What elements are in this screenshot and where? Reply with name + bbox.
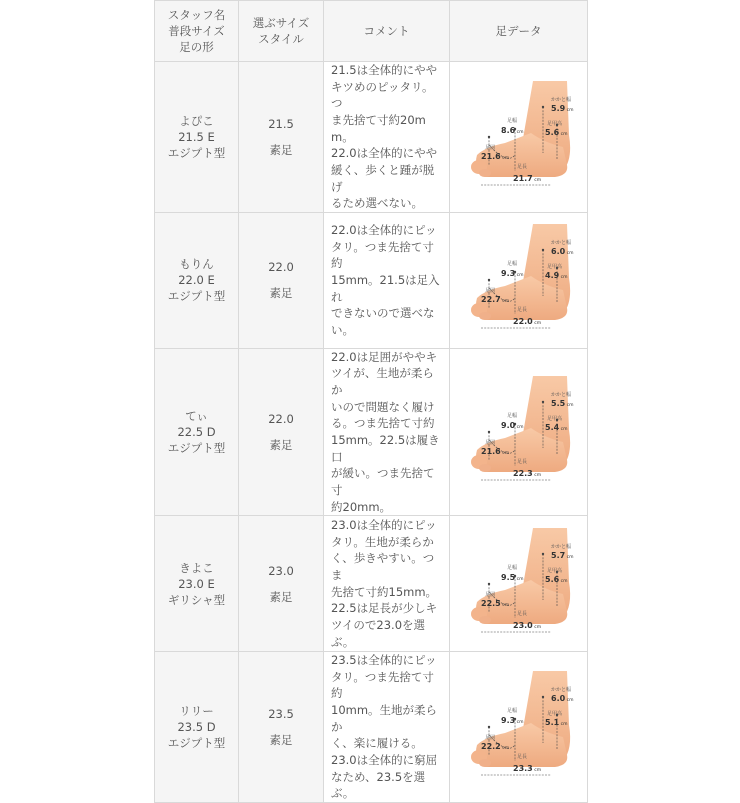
comment-line: ツイので23.0を選 [331, 618, 426, 632]
heel-value: 6.0 cm [550, 247, 574, 257]
girth-value: 21.6 cm [480, 447, 509, 456]
comment-line: 15mm。22.5は履き口 [331, 433, 440, 464]
usual-size: 23.0 E [178, 576, 215, 591]
comment-line: なため、23.5を選 [331, 769, 426, 784]
chosen-size: 21.5 [268, 116, 294, 131]
comment-cell [324, 516, 450, 652]
unit-label: cm [560, 132, 568, 138]
header-staff: スタッフ名 普段サイズ 足の形 [155, 1, 239, 62]
table-row-3 [155, 348, 588, 516]
foot-data-cell [450, 348, 588, 516]
comment-cell [324, 62, 450, 213]
unit-label: cm [516, 130, 524, 136]
instep-value: 5.6 cm [544, 574, 568, 584]
length-label: 足長 [516, 610, 527, 617]
size-comparison-table [154, 0, 588, 803]
comment-text [324, 222, 449, 339]
comment-line: できないので選べな [331, 306, 435, 321]
chosen-size: 22.0 [268, 260, 294, 275]
comment-line: 22.0は足囲がややキ [331, 349, 438, 364]
unit-label: cm [566, 403, 574, 408]
heel-label: かかと幅 [550, 686, 571, 693]
header-row [155, 1, 588, 62]
heel-label: かかと幅 [550, 240, 571, 247]
heel-value: 5.9 cm [550, 104, 574, 114]
girth-label: 足囲 [484, 440, 495, 446]
comment-line: 約20mm。 [331, 499, 392, 514]
staff-cell [155, 213, 239, 349]
comment-line: ツイが、生地が柔らか [331, 366, 434, 397]
foot-shape: ギリシャ型 [167, 592, 226, 607]
foot-data-cell [450, 62, 588, 213]
width-value: 8.6 cm [500, 126, 524, 136]
length-label: 足長 [516, 753, 527, 760]
comment-text [324, 349, 449, 516]
chosen-size: 23.5 [268, 706, 294, 721]
staff-name: リリー [179, 703, 214, 718]
comment-text [324, 62, 449, 212]
foot-shape: エジプト型 [167, 441, 226, 456]
comment-line: が緩い。つま先捨て寸 [331, 466, 435, 498]
unit-label: cm [516, 273, 524, 279]
unit-label: cm [533, 473, 541, 478]
heel-label: かかと幅 [550, 97, 571, 104]
table-row-1 [155, 62, 588, 213]
comment-line: タリ。つま先捨て寸約 [331, 669, 434, 701]
girth-label: 足囲 [484, 591, 495, 598]
length-value: 23.0 cm [512, 620, 541, 630]
comment-line: る。つま先捨て寸約 [331, 416, 435, 431]
unit-label: cm [501, 299, 509, 305]
width-label: 足幅 [506, 564, 517, 571]
foot-diagram [455, 663, 583, 791]
staff-cell [155, 516, 239, 652]
unit-label: cm [560, 275, 568, 281]
unit-label: cm [560, 578, 568, 584]
girth-value: 21.6 cm [480, 152, 509, 162]
length-value: 21.7 cm [512, 174, 541, 184]
heel-label: かかと幅 [550, 392, 571, 398]
size-cell [239, 348, 324, 516]
length-label: 足長 [516, 307, 527, 314]
comment-cell [324, 651, 450, 802]
girth-label: 足囲 [484, 734, 495, 741]
unit-label: cm [501, 602, 509, 608]
foot-shape: エジプト型 [167, 289, 226, 304]
foot-data-cell [450, 516, 588, 652]
heel-label: かかと幅 [550, 543, 571, 550]
instep-value: 5.1 cm [544, 717, 568, 727]
unit-label: cm [566, 554, 574, 560]
table-row-4 [155, 516, 588, 652]
comment-line: く、歩きやすい。つま [331, 551, 435, 582]
length-label: 足長 [516, 164, 527, 171]
unit-label: cm [501, 451, 509, 456]
width-label: 足幅 [506, 261, 517, 268]
width-value: 9.0 cm [500, 421, 524, 430]
chosen-size: 23.0 [268, 563, 294, 578]
comment-line: く、楽に履ける。 [331, 736, 423, 751]
header-comment: コメント [324, 1, 450, 62]
unit-label: cm [533, 178, 541, 184]
length-label: 足長 [516, 459, 527, 465]
unit-label: cm [566, 251, 574, 257]
foot-data-cell [450, 651, 588, 802]
staff-cell [155, 348, 239, 516]
unit-label: cm [501, 745, 509, 751]
comment-line: い。 [331, 323, 354, 338]
staff-name: よぴこ [179, 113, 214, 128]
instep-value: 5.6 cm [544, 128, 568, 138]
width-label: 足幅 [506, 413, 517, 419]
chosen-size: 22.0 [268, 411, 294, 426]
size-cell [239, 651, 324, 802]
comment-text [324, 517, 449, 650]
usual-size: 22.5 D [177, 424, 216, 439]
length-value: 22.0 cm [512, 317, 541, 327]
heel-value: 6.0 cm [550, 693, 574, 703]
foot-shape: エジプト型 [167, 736, 226, 751]
usual-size: 23.5 D [177, 719, 216, 734]
unit-label: cm [516, 576, 524, 582]
comment-line: 15mm。21.5は足入れ [331, 273, 440, 304]
heel-value: 5.5 cm [550, 399, 574, 408]
style: 素足 [269, 732, 293, 747]
unit-label: cm [516, 425, 524, 430]
style: 素足 [269, 589, 293, 604]
foot-diagram [455, 520, 583, 648]
unit-label: cm [501, 156, 509, 162]
staff-name: てぃ [185, 408, 208, 423]
length-value: 22.3 cm [512, 469, 541, 478]
comment-line: ま先捨て寸約20mm。 [331, 113, 426, 144]
comment-cell [324, 213, 450, 349]
style: 素足 [269, 438, 293, 452]
comment-line: 23.0は全体的に窮屈 [331, 752, 438, 767]
comment-line: るため選べない。 [331, 196, 423, 211]
staff-name: きよこ [179, 560, 214, 575]
foot-data-cell [450, 213, 588, 349]
foot-diagram [455, 368, 583, 496]
instep-label: 足甲高 [546, 710, 562, 717]
comment-line: いので問題なく履け [331, 399, 435, 414]
unit-label: cm [566, 697, 574, 703]
instep-label: 足甲高 [546, 416, 562, 422]
width-value: 9.5 cm [500, 572, 524, 582]
instep-label: 足甲高 [546, 264, 562, 271]
width-label: 足幅 [506, 707, 517, 714]
table-row-2 [155, 213, 588, 349]
comment-line: ぶ。 [331, 786, 355, 801]
comment-line: 21.5は全体的にやや [331, 63, 438, 77]
header-size: 選ぶサイズ スタイル [239, 1, 324, 62]
comment-line: タリ。つま先捨て寸約 [331, 239, 434, 271]
comment-line: キツめのピッタリ。つ [331, 79, 434, 111]
unit-label: cm [533, 321, 541, 327]
foot-diagram [455, 216, 583, 344]
comment-line: 23.0は全体的にピッ [331, 517, 437, 532]
unit-label: cm [560, 427, 568, 432]
instep-value: 5.4 cm [544, 423, 568, 432]
table-row-5 [155, 651, 588, 802]
comment-line: ぶ。 [331, 634, 355, 649]
style: 素足 [269, 286, 293, 301]
staff-cell [155, 62, 239, 213]
comment-line: 10mm。生地が柔らか [331, 702, 438, 734]
comment-line: タリ。生地が柔らか [331, 534, 434, 549]
comment-cell [324, 348, 450, 516]
girth-label: 足囲 [484, 288, 495, 295]
usual-size: 21.5 E [178, 129, 215, 144]
foot-shape: エジプト型 [167, 146, 226, 161]
header-foot-data: 足データ [450, 1, 588, 62]
length-value: 23.3 cm [512, 763, 541, 773]
size-cell [239, 516, 324, 652]
style: 素足 [269, 143, 293, 158]
width-value: 9.3 cm [500, 269, 524, 279]
size-cell [239, 62, 324, 213]
instep-value: 4.9 cm [544, 271, 568, 281]
unit-label: cm [560, 721, 568, 727]
girth-value: 22.5 cm [480, 598, 509, 608]
instep-label: 足甲高 [546, 121, 562, 128]
girth-value: 22.2 cm [480, 741, 509, 751]
unit-label: cm [533, 767, 541, 773]
unit-label: cm [516, 719, 524, 725]
comment-line: 22.5は足長が少しキ [331, 601, 438, 616]
unit-label: cm [533, 624, 541, 630]
size-cell [239, 213, 324, 349]
comment-text [324, 652, 449, 802]
usual-size: 22.0 E [178, 273, 215, 288]
foot-diagram [455, 73, 583, 201]
unit-label: cm [566, 108, 574, 114]
comment-line: 先捨て寸約15mm。 [331, 584, 438, 599]
width-label: 足幅 [506, 118, 517, 125]
instep-label: 足甲高 [546, 567, 562, 574]
girth-label: 足囲 [484, 145, 495, 152]
girth-value: 22.7 cm [480, 295, 509, 305]
comment-line: 22.0は全体的にやや [331, 146, 438, 161]
comment-line: 23.5は全体的にピッ [331, 652, 437, 667]
width-value: 9.3 cm [500, 715, 524, 725]
heel-value: 5.7 cm [550, 550, 574, 560]
staff-name: もりん [179, 257, 214, 272]
staff-cell [155, 651, 239, 802]
comment-line: 緩く、歩くと踵が脱げ [331, 163, 435, 194]
comment-line: 22.0は全体的にピッ [331, 222, 437, 237]
